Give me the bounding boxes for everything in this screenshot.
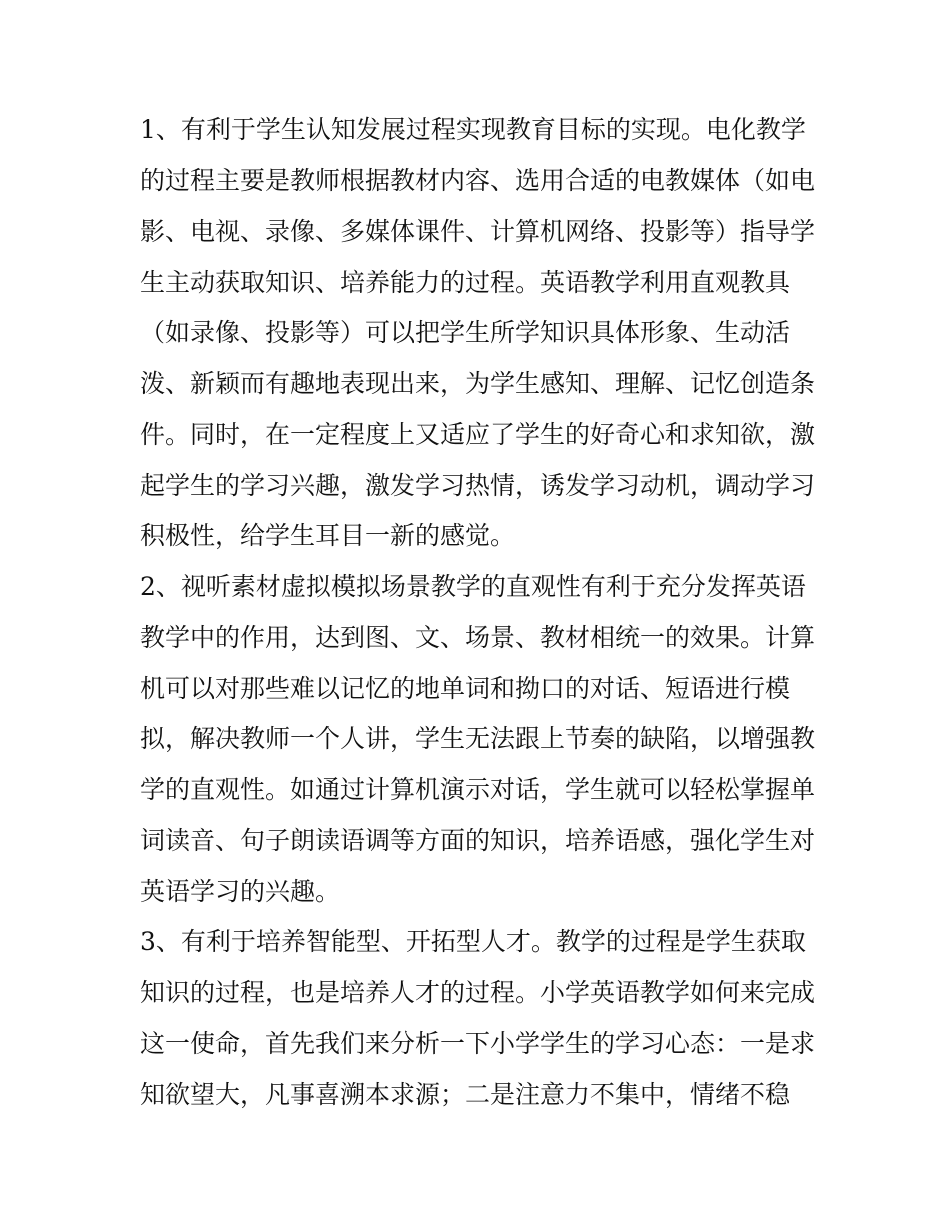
text-line-1: 1、有利于学生认知发展过程实现教育目标的实现。电化教学 — [140, 115, 806, 144]
text-line-12: 机可以对那些难以记忆的地单词和拗口的对话、短语进行模 — [140, 674, 791, 703]
text-line-17: 3、有利于培养智能型、开拓型人才。教学的过程是学生获取 — [140, 927, 806, 956]
text-line-6: 泼、新颖而有趣地表现出来，为学生感知、理解、记忆创造条 — [140, 369, 816, 398]
text-line-11: 教学中的作用，达到图、文、场景、教材相统一的效果。计算 — [140, 623, 816, 652]
text-line-7: 件。同时，在一定程度上又适应了学生的好奇心和求知欲，激 — [140, 420, 816, 449]
text-line-3: 影、电视、录像、多媒体课件、计算机网络、投影等）指导学 — [140, 217, 816, 246]
text-line-16: 英语学习的兴趣。 — [140, 877, 341, 906]
text-line-19: 这一使命，首先我们来分析一下小学学生的学习心态：一是求 — [140, 1029, 816, 1058]
text-line-14: 学的直观性。如通过计算机演示对话，学生就可以轻松掌握单 — [140, 775, 816, 804]
text-line-4: 生主动获取知识、培养能力的过程。英语教学利用直观教具 — [140, 268, 791, 297]
text-line-20: 知欲望大，凡事喜溯本求源；二是注意力不集中，情绪不稳 — [140, 1080, 791, 1109]
text-line-9: 积极性，给学生耳目一新的感觉。 — [140, 521, 516, 550]
text-line-18: 知识的过程，也是培养人才的过程。小学英语教学如何来完成 — [140, 978, 816, 1007]
text-line-2: 的过程主要是教师根据教材内容、选用合适的电教媒体（如电 — [140, 166, 816, 195]
text-line-13: 拟，解决教师一个人讲，学生无法跟上节奏的缺陷，以增强教 — [140, 724, 816, 753]
text-line-10: 2、视听素材虚拟模拟场景教学的直观性有利于充分发挥英语 — [140, 572, 806, 601]
text-line-15: 词读音、句子朗读语调等方面的知识，培养语感，强化学生对 — [140, 826, 816, 855]
text-line-8: 起学生的学习兴趣，激发学习热情，诱发学习动机，调动学习 — [140, 471, 816, 500]
text-line-5: （如录像、投影等）可以把学生所学知识具体形象、生动活 — [140, 318, 791, 347]
